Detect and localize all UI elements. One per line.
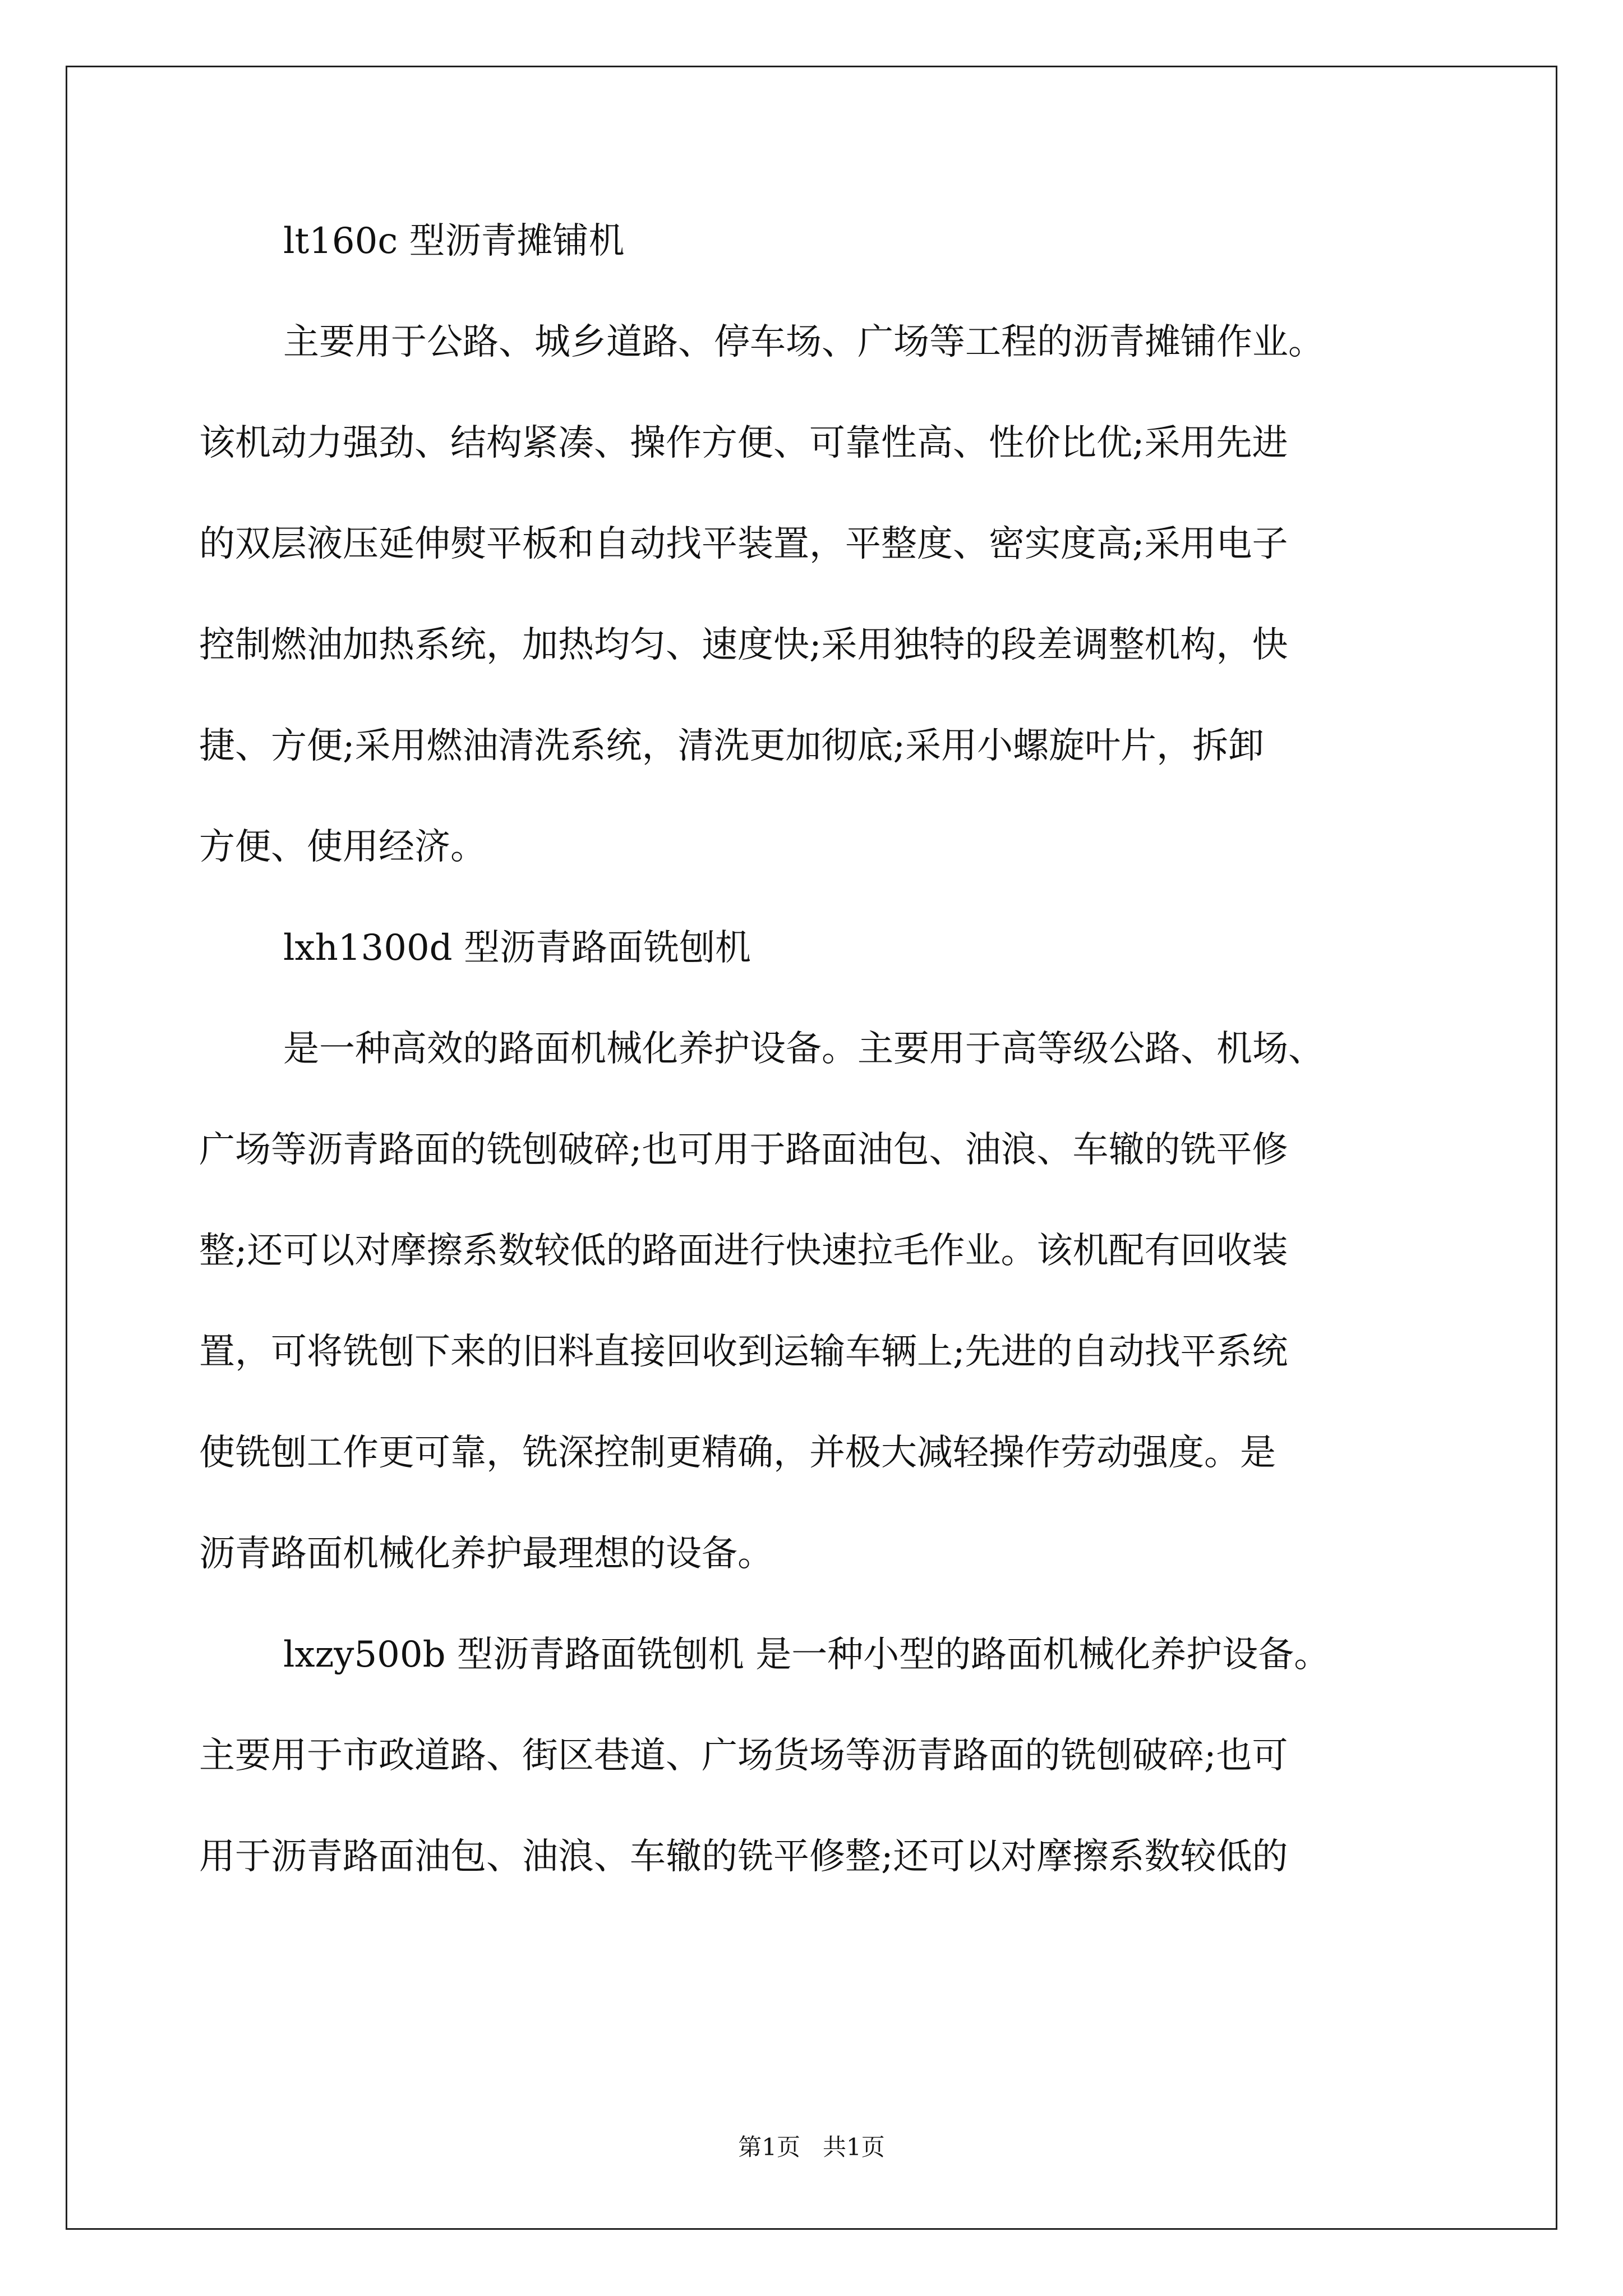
paragraph-line: 捷、方便;采用燃油清洗系统，清洗更加彻底;采用小螺旋叶片，拆卸	[199, 725, 1265, 767]
paragraph-line: 使铣刨工作更可靠，铣深控制更精确，并极大减轻操作劳动强度。是	[199, 1432, 1276, 1474]
paragraph-line: 置，可将铣刨下来的旧料直接回收到运输车辆上;先进的自动找平系统	[199, 1331, 1288, 1373]
heading-lxh1300d: lxh1300d 型沥青路面铣刨机	[283, 927, 751, 969]
paragraph-line: 是一种高效的路面机械化养护设备。主要用于高等级公路、机场、	[283, 1028, 1324, 1070]
paragraph-line: 主要用于公路、城乡道路、停车场、广场等工程的沥青摊铺作业。	[283, 321, 1324, 363]
paragraph-line: 沥青路面机械化养护最理想的设备。	[199, 1533, 773, 1575]
paragraph-line: 控制燃油加热系统，加热均匀、速度快;采用独特的段差调整机构，快	[199, 624, 1288, 666]
paragraph-line: 整;还可以对摩擦系数较低的路面进行快速拉毛作业。该机配有回收装	[199, 1230, 1288, 1272]
paragraph-line: 的双层液压延伸熨平板和自动找平装置，平整度、密实度高;采用电子	[199, 523, 1288, 565]
heading-lxzy500b: lxzy500b 型沥青路面铣刨机 是一种小型的路面机械化养护设备。	[283, 1634, 1330, 1676]
page-number-footer: 第1页 共1页	[738, 2133, 885, 2161]
heading-lt160c: lt160c 型沥青摊铺机	[283, 220, 625, 262]
paragraph-line: 方便、使用经济。	[199, 826, 486, 868]
paragraph-line: 主要用于市政道路、街区巷道、广场货场等沥青路面的铣刨破碎;也可	[199, 1735, 1288, 1777]
paragraph-line: 该机动力强劲、结构紧凑、操作方便、可靠性高、性价比优;采用先进	[199, 422, 1288, 464]
paragraph-line: 用于沥青路面油包、油浪、车辙的铣平修整;还可以对摩擦系数较低的	[199, 1836, 1288, 1878]
paragraph-line: 广场等沥青路面的铣刨破碎;也可用于路面油包、油浪、车辙的铣平修	[199, 1129, 1288, 1171]
